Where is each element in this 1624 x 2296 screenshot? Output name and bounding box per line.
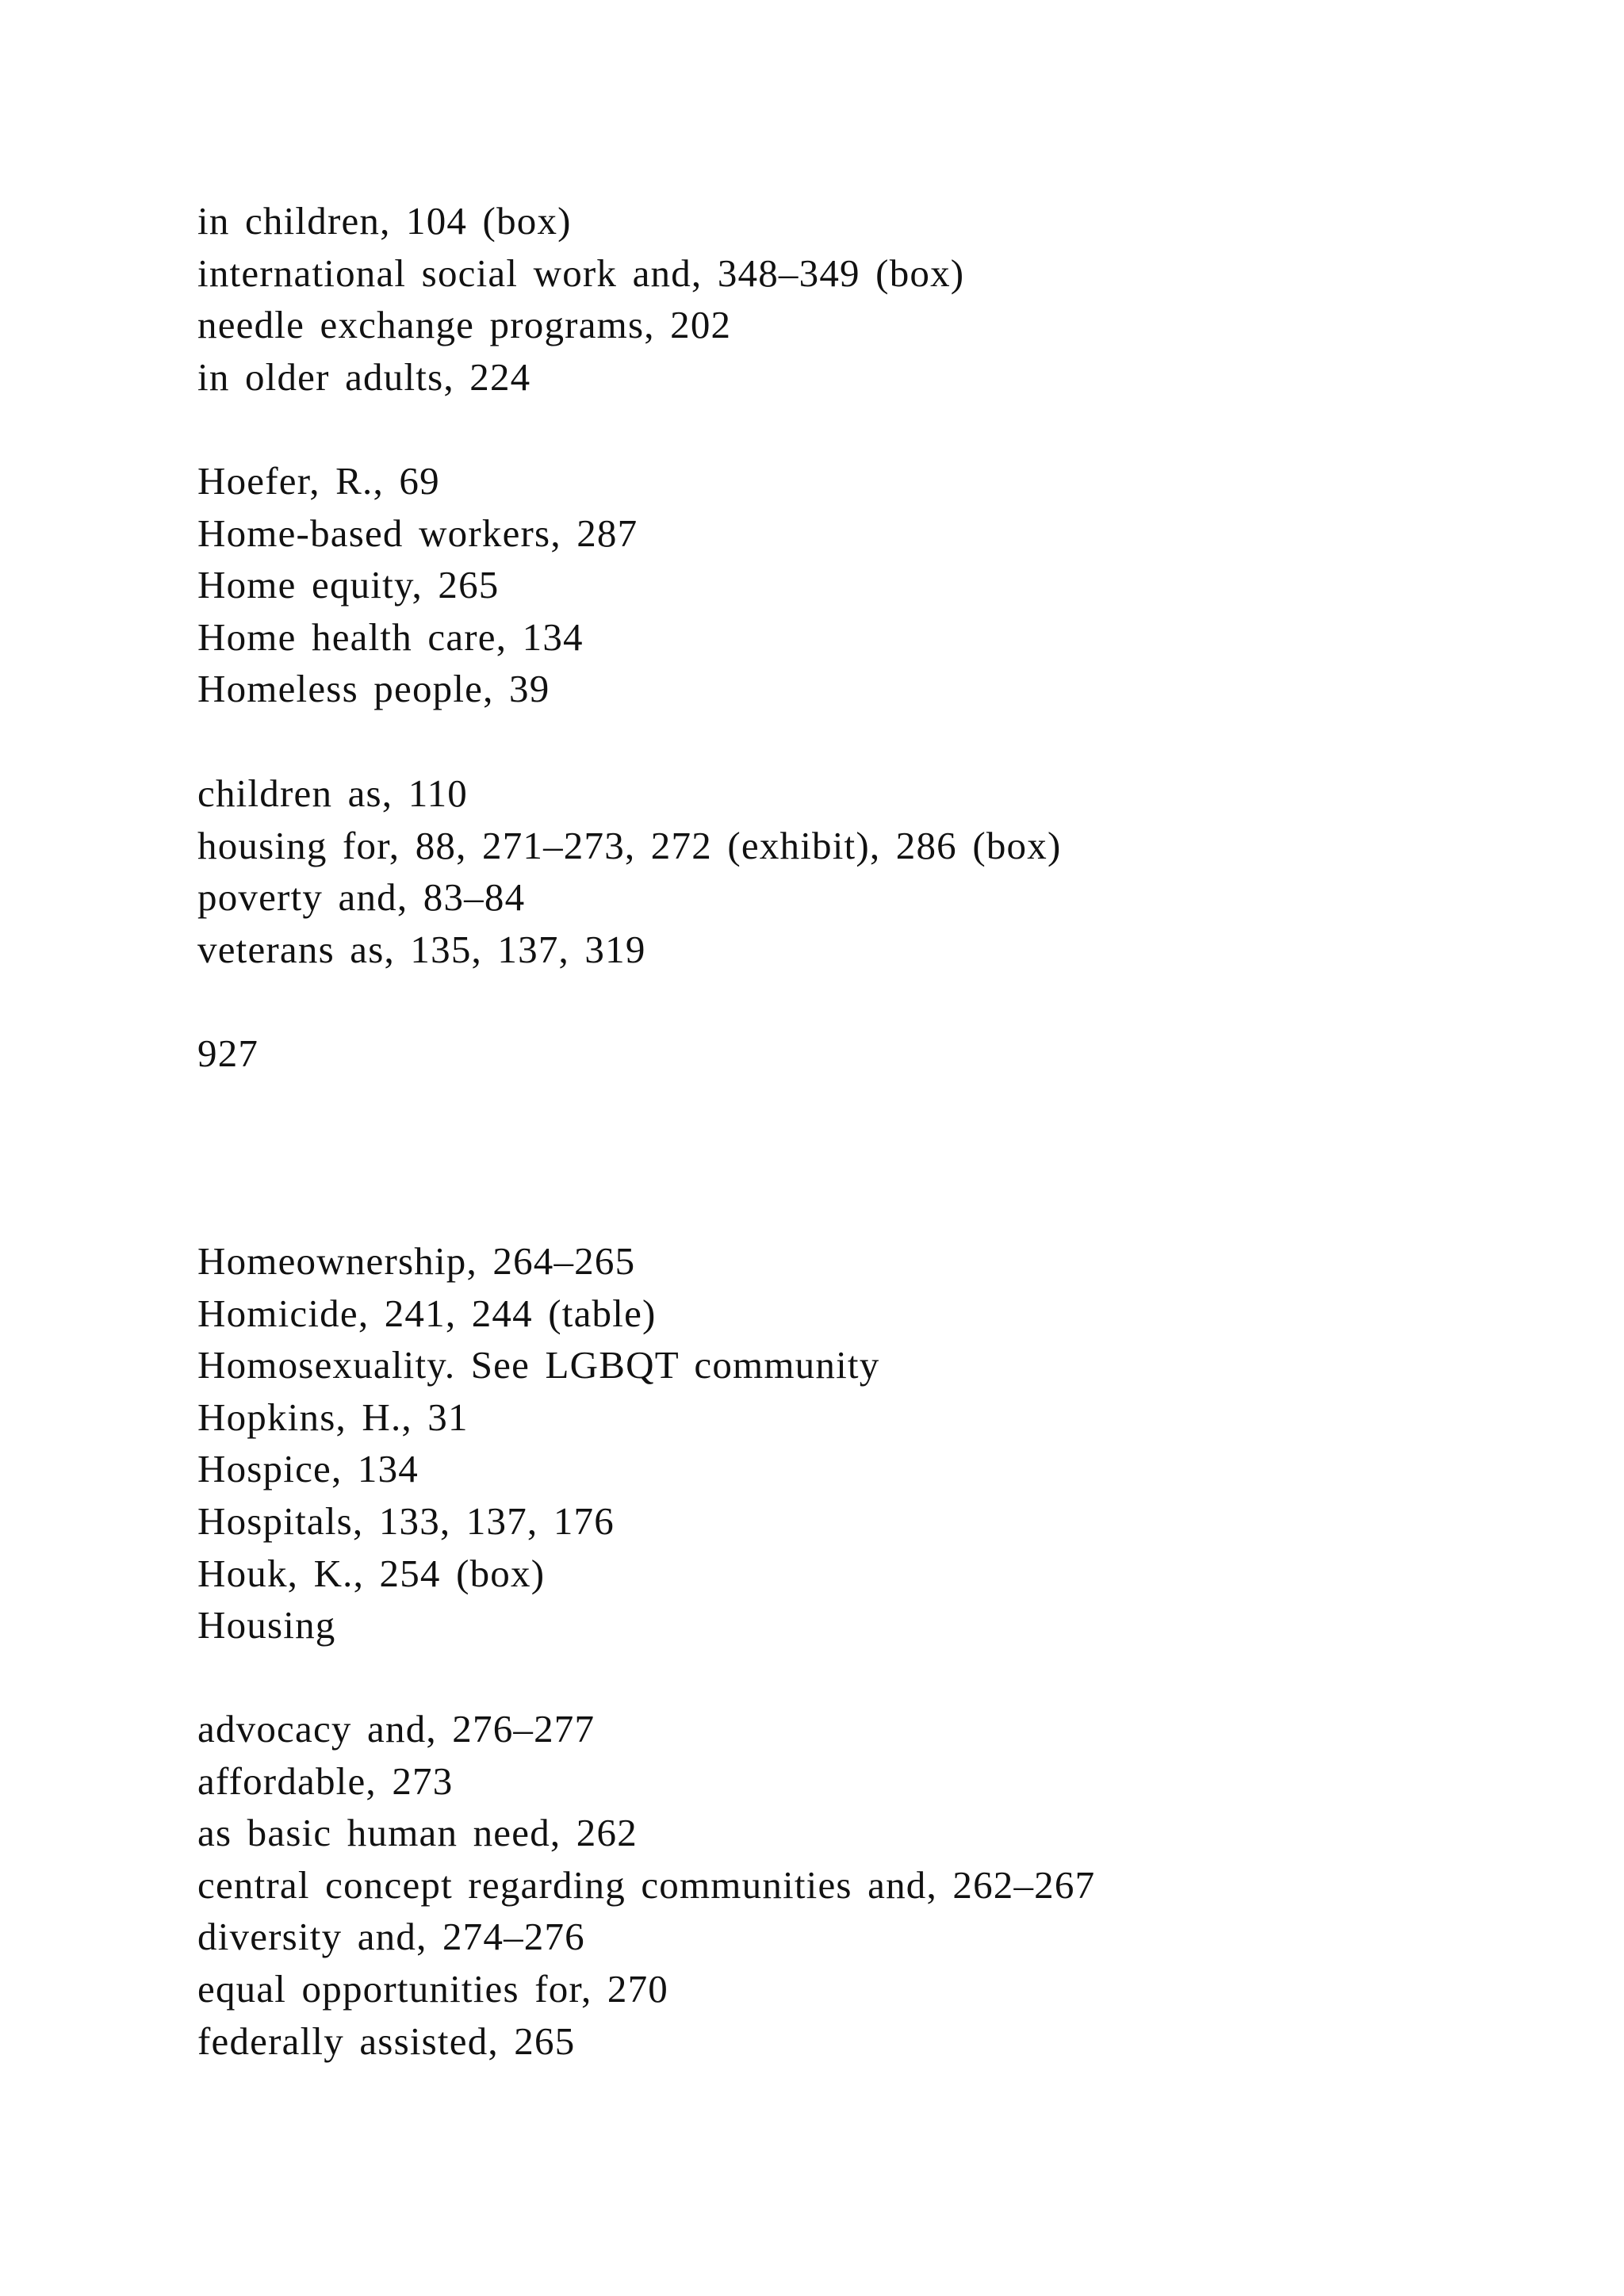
index-entry: Home health care, 134 bbox=[197, 614, 584, 659]
page-number: 927 bbox=[197, 1031, 259, 1075]
index-subentry: affordable, 273 bbox=[197, 1758, 454, 1803]
index-entry: Homeless people, 39 bbox=[197, 667, 550, 711]
index-subentry: housing for, 88, 271–273, 272 (exhibit), 286 (box) bbox=[197, 823, 1062, 867]
index-subentry: children as, 110 bbox=[197, 771, 468, 815]
index-entry: Hospitals, 133, 137, 176 bbox=[197, 1498, 615, 1543]
index-entry: Hospice, 134 bbox=[197, 1447, 419, 1491]
index-block-homeless-subentries bbox=[197, 767, 1061, 975]
index-subentry: in children, 104 (box) bbox=[197, 199, 572, 243]
index-subentry: equal opportunities for, 270 bbox=[197, 1966, 668, 2011]
index-subentry: advocacy and, 276–277 bbox=[197, 1707, 596, 1751]
index-block-hiv-subentries bbox=[197, 195, 964, 403]
index-entry: Home equity, 265 bbox=[197, 563, 500, 607]
index-subentry: needle exchange programs, 202 bbox=[197, 303, 732, 347]
index-subentry: in older adults, 224 bbox=[197, 354, 531, 399]
index-entry: Hoefer, R., 69 bbox=[197, 459, 440, 503]
index-entry: Housing bbox=[197, 1603, 336, 1647]
index-entry: Homosexuality. See LGBQT community bbox=[197, 1343, 880, 1387]
page-number-block bbox=[197, 1027, 259, 1080]
index-block-main-entries-2 bbox=[197, 1235, 879, 1651]
index-block-main-entries-1 bbox=[197, 455, 638, 715]
index-entry: Homicide, 241, 244 (table) bbox=[197, 1291, 657, 1335]
index-entry: Homeownership, 264–265 bbox=[197, 1239, 636, 1283]
index-subentry: international social work and, 348–349 (box) bbox=[197, 251, 965, 295]
index-subentry: poverty and, 83–84 bbox=[197, 875, 526, 920]
index-subentry: veterans as, 135, 137, 319 bbox=[197, 927, 646, 971]
index-entry: Home-based workers, 287 bbox=[197, 511, 638, 555]
index-subentry: federally assisted, 265 bbox=[197, 2019, 576, 2063]
index-subentry: central concept regarding communities and, 262–267 bbox=[197, 1862, 1096, 1907]
index-entry: Houk, K., 254 (box) bbox=[197, 1551, 546, 1595]
index-subentry: diversity and, 274–276 bbox=[197, 1915, 585, 1959]
index-entry: Hopkins, H., 31 bbox=[197, 1395, 469, 1439]
index-subentry: as basic human need, 262 bbox=[197, 1811, 638, 1855]
index-block-housing-subentries bbox=[197, 1703, 1095, 2067]
